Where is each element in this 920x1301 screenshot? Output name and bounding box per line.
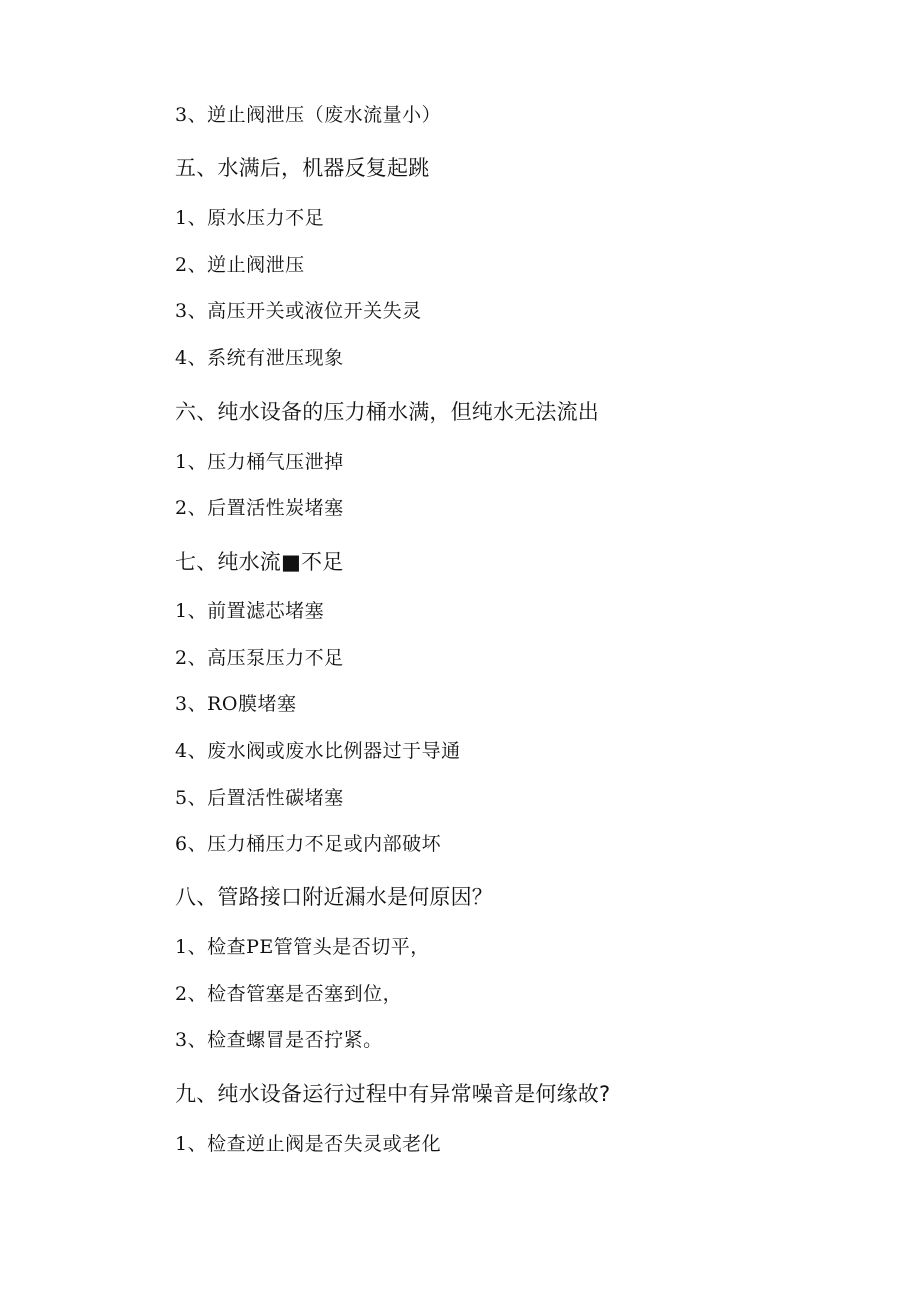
list-item: 4、系统有泄压现象 (175, 347, 344, 369)
section-heading: 六、纯水设备的压力桶水满，但纯水无法流出 (175, 400, 599, 424)
list-item: 1、检查PE管管头是否切平， (175, 936, 430, 958)
section-heading: 五、水满后，机器反复起跳 (175, 156, 430, 180)
list-item: 2、逆止阀泄压 (175, 254, 305, 276)
section-heading: 七、纯水流■不足 (175, 550, 344, 574)
list-item: 4、废水阀或废水比例器过于导通 (175, 740, 461, 762)
list-item: 3、检查螺冒是否拧紧。 (175, 1029, 383, 1051)
list-item: 2、高压泵压力不足 (175, 647, 344, 669)
list-item: 1、前置滤芯堵塞 (175, 600, 325, 622)
section-heading: 九、纯水设备运行过程中有异常噪音是何缘故? (175, 1082, 611, 1106)
list-item: 3、逆止阀泄压（废水流量小） (175, 104, 442, 126)
list-item: 3、RO膜堵塞 (175, 693, 297, 715)
list-item: 1、压力桶气压泄掉 (175, 451, 344, 473)
list-item: 3、高压开关或液位开关失灵 (175, 300, 422, 322)
list-item: 2、后置活性炭堵塞 (175, 497, 344, 519)
list-item: 1、检查逆止阀是否失灵或老化 (175, 1133, 442, 1155)
list-item: 6、压力桶压力不足或内部破坏 (175, 833, 442, 855)
list-item: 2、检杳管塞是否塞到位， (175, 983, 403, 1005)
list-item: 5、后置活性碳堵塞 (175, 787, 344, 809)
section-heading: 八、管路接口附近漏水是何原因？ (175, 885, 493, 909)
list-item: 1、原水压力不足 (175, 207, 325, 229)
